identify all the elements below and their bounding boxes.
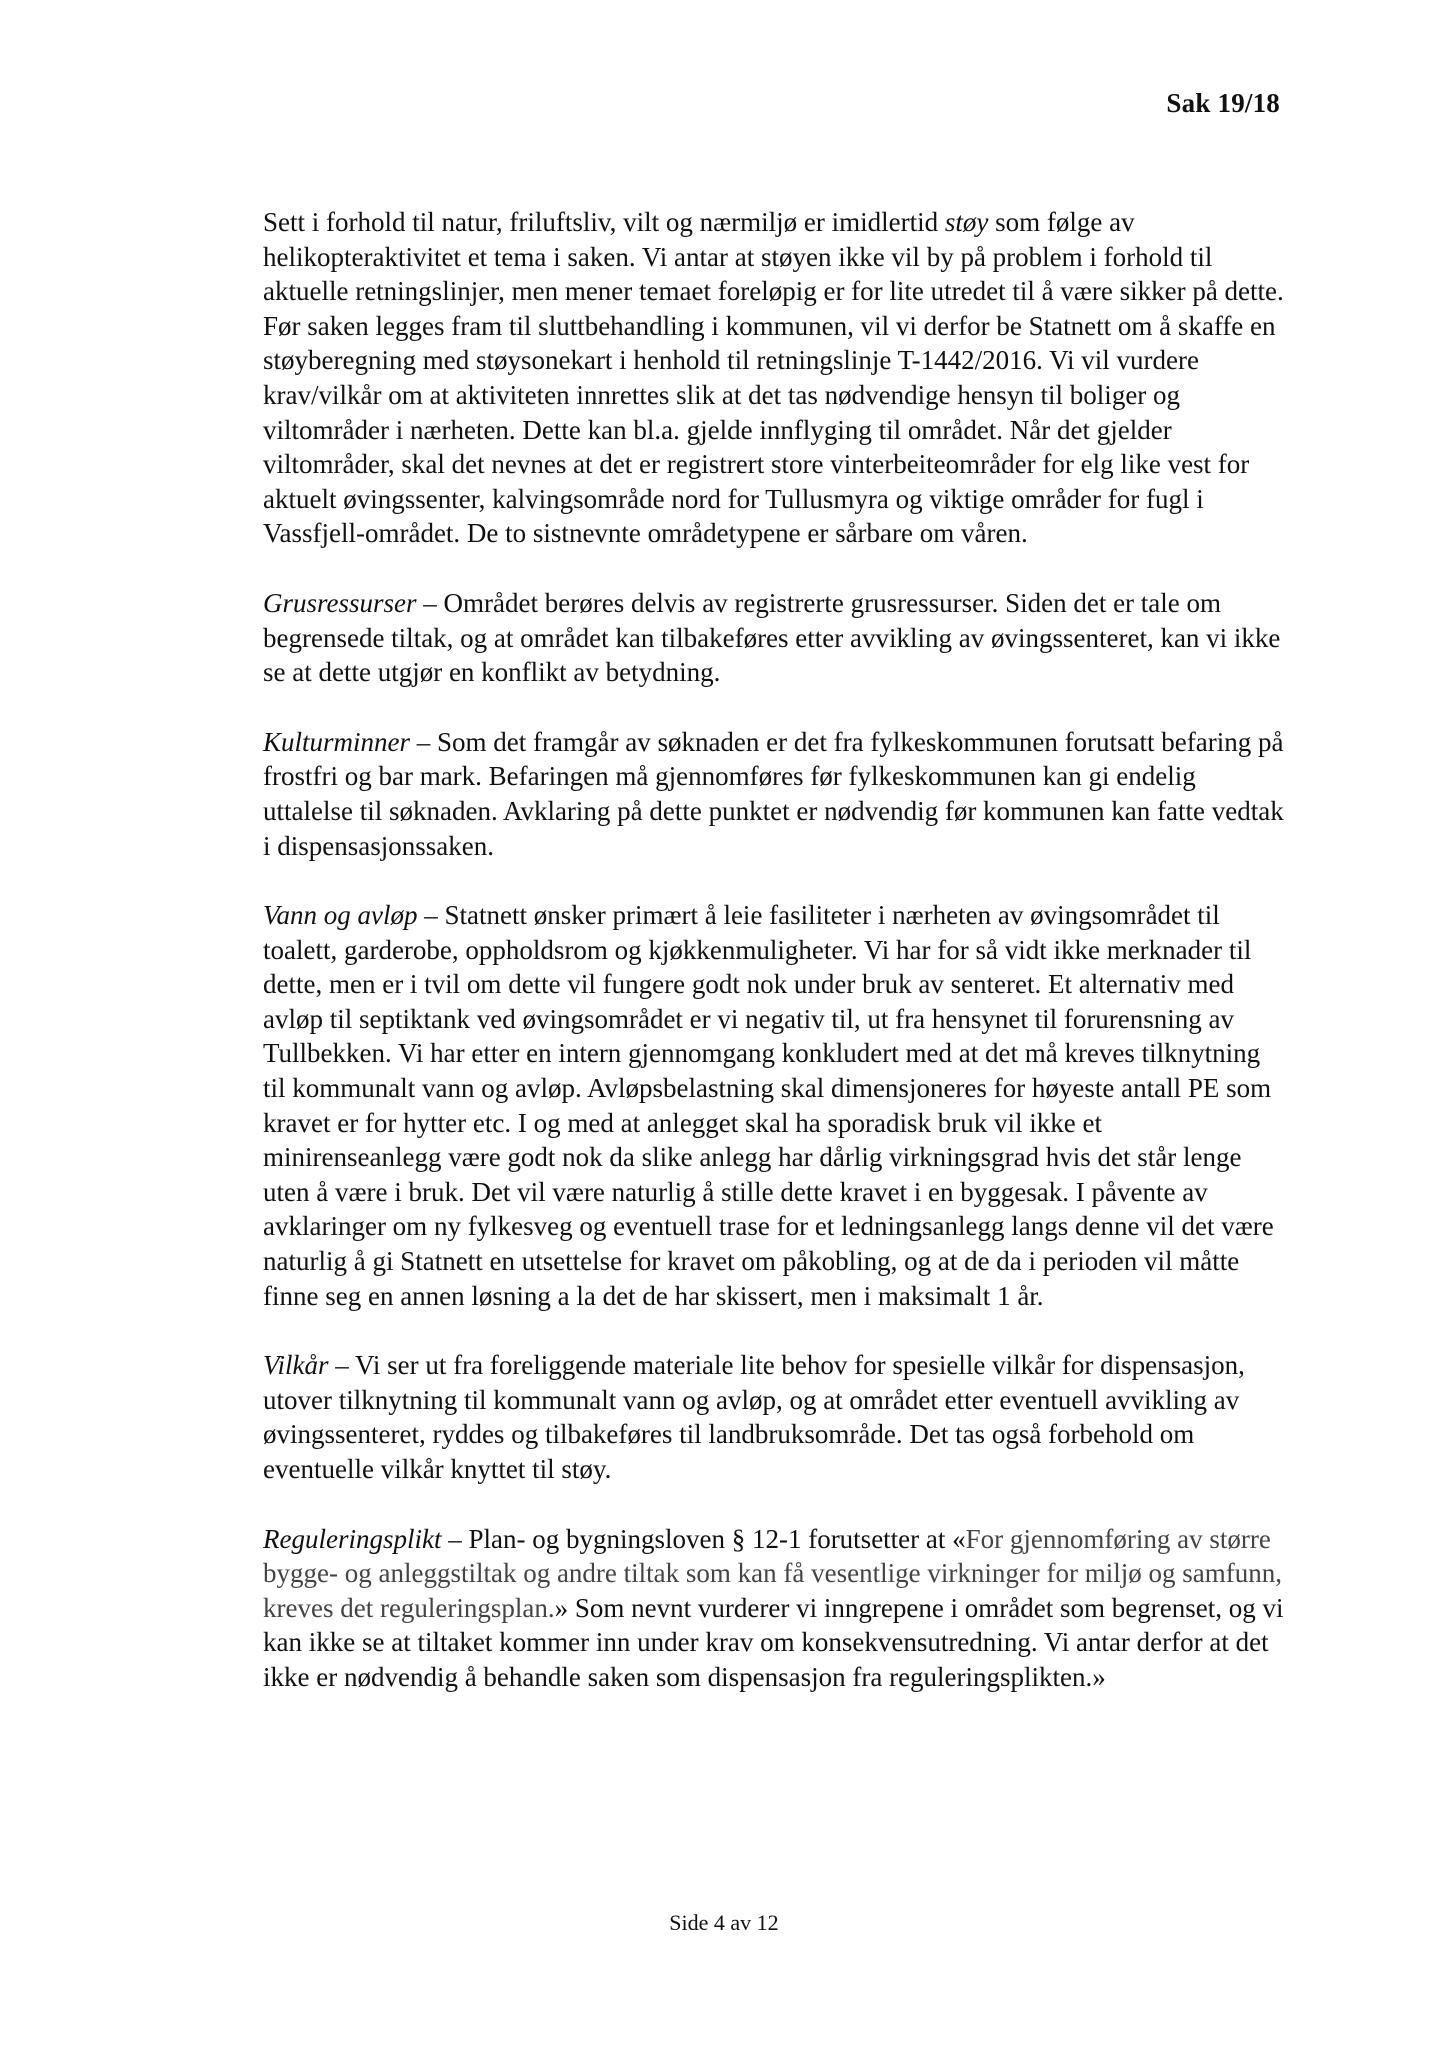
- paragraph-gravel-resources-text: – Området berøres delvis av registrerte grusressurser. Siden det er tale om begrensede tiltak, og at området kan tilbakeføres etter avvikling av øvingssenteret, kan vi ikke se at dette utgjør en konflikt av betydning.: [263, 587, 1281, 688]
- paragraph-cultural-heritage-text: – Som det framgår av søknaden er det fra fylkeskommunen forutsatt befaring på frostfri og bar mark. Befaringen må gjennomføres før fylkeskommunen kan gi endelig uttalelse til søknaden. Avklaring på dette punktet er nødvendig før kommunen kan fatte vedtak i dispensasjonssaken.: [263, 726, 1284, 861]
- paragraph-conditions: [263, 1348, 1285, 1486]
- paragraph-gravel-resources-term: Grusressurser: [263, 587, 417, 618]
- paragraph-zoning-duty: [263, 1522, 1285, 1695]
- paragraph-water-sewage-text: – Statnett ønsker primært å leie fasiliteter i nærheten av øvingsområdet til toalett, garderobe, oppholdsrom og kjøkkenmuligheter. Vi har for så vidt ikke merknader til dette, men er i tvil om dette vil fungere godt nok under bruk av senteret. Et alternativ med avløp til septiktank ved øvingsområdet er vi negativ til, ut fra hensynet til forurensning av Tullbekken. Vi har etter en intern gjennomgang konkludert med at det må kreves tilknytning til kommunalt vann og avløp. Avløpsbelastning skal dimensjoneres for høyeste antall PE som kravet er for hytter etc. I og med at anlegget skal ha sporadisk bruk vil ikke et minirenseanlegg være godt nok da slike anlegg har dårlig virkningsgrad hvis det står lenge uten å være i bruk. Det vil være naturlig å stille dette kravet i en byggesak. I påvente av avklaringer om ny fylkesveg og eventuell trase for et ledningsanlegg langs denne vil det være naturlig å gi Statnett en utsettelse for kravet om påkobling, og at de da i perioden vil måtte finne seg en annen løsning a la det de har skissert, men i maksimalt 1 år.: [263, 900, 1274, 1311]
- paragraph-zoning-duty-term: Reguleringsplikt: [263, 1523, 442, 1554]
- paragraph-noise-emphasis: støy: [944, 207, 989, 237]
- paragraph-conditions-term: Vilkår: [263, 1350, 329, 1381]
- paragraph-noise-text-a: Sett i forhold til natur, friluftsliv, vilt og nærmiljø er imidlertid: [263, 207, 945, 237]
- case-reference: Sak 19/18: [1166, 88, 1280, 118]
- page-number: Side 4 av 12: [669, 1910, 779, 1935]
- document-body: [263, 205, 1285, 1730]
- paragraph-zoning-duty-text-b: » Som nevnt vurderer vi inngrepene i området som begrenset, og vi kan ikke se at tiltaket kommer inn under krav om konsekvensutredning. Vi antar derfor at det ikke er nødvendig å behandle saken som dispensasjon fra reguleringsplikten.»: [263, 1592, 1284, 1692]
- paragraph-water-sewage: [263, 898, 1285, 1313]
- paragraph-noise-text-b: som følge av helikopteraktivitet et tema i saken. Vi antar at støyen ikke vil by på problem i forhold til aktuelle retningslinjer, men mener temaet foreløpig er for lite utredet til å være sikker på dette. Før saken legges fram til sluttbehandling i kommunen, vil vi derfor be Statnett om å skaffe en støyberegning med støysonekart i henhold til retningslinje T-1442/2016. Vi vil vurdere krav/vilkår om at aktiviteten innrettes slik at det tas nødvendige hensyn til boliger og viltområder i nærheten. Dette kan bl.a. gjelde innflyging til området. Når det gjelder viltområder, skal det nevnes at det er registrert store vinterbeiteområder for elg like vest for aktuelt øvingssenter, kalvingsområde nord for Tullusmyra og viktige områder for fugl i Vassfjell-området. De to sistnevnte områdetypene er sårbare om våren.: [263, 207, 1284, 549]
- paragraph-cultural-heritage: [263, 725, 1285, 863]
- paragraph-gravel-resources: [263, 586, 1285, 690]
- paragraph-water-sewage-term: Vann og avløp: [263, 900, 418, 931]
- paragraph-zoning-duty-law-quote: For gjennomføring av større bygge- og anleggstiltak og andre tiltak som kan få vesentlige virkninger for miljø og samfunn, kreves det reguleringsplan.: [263, 1523, 1283, 1623]
- paragraph-zoning-duty-text-a: – Plan- og bygningsloven § 12-1 forutsetter at «: [441, 1523, 966, 1554]
- paragraph-noise: [263, 205, 1285, 551]
- paragraph-cultural-heritage-term: Kulturminner: [263, 726, 411, 757]
- paragraph-conditions-text: – Vi ser ut fra foreliggende materiale lite behov for spesielle vilkår for dispensasjon, utover tilknytning til kommunalt vann og avløp, og at området etter eventuell avvikling av øvingssenteret, ryddes og tilbakeføres til landbruksområde. Det tas også forbehold om eventuelle vilkår knyttet til støy.: [263, 1350, 1245, 1484]
